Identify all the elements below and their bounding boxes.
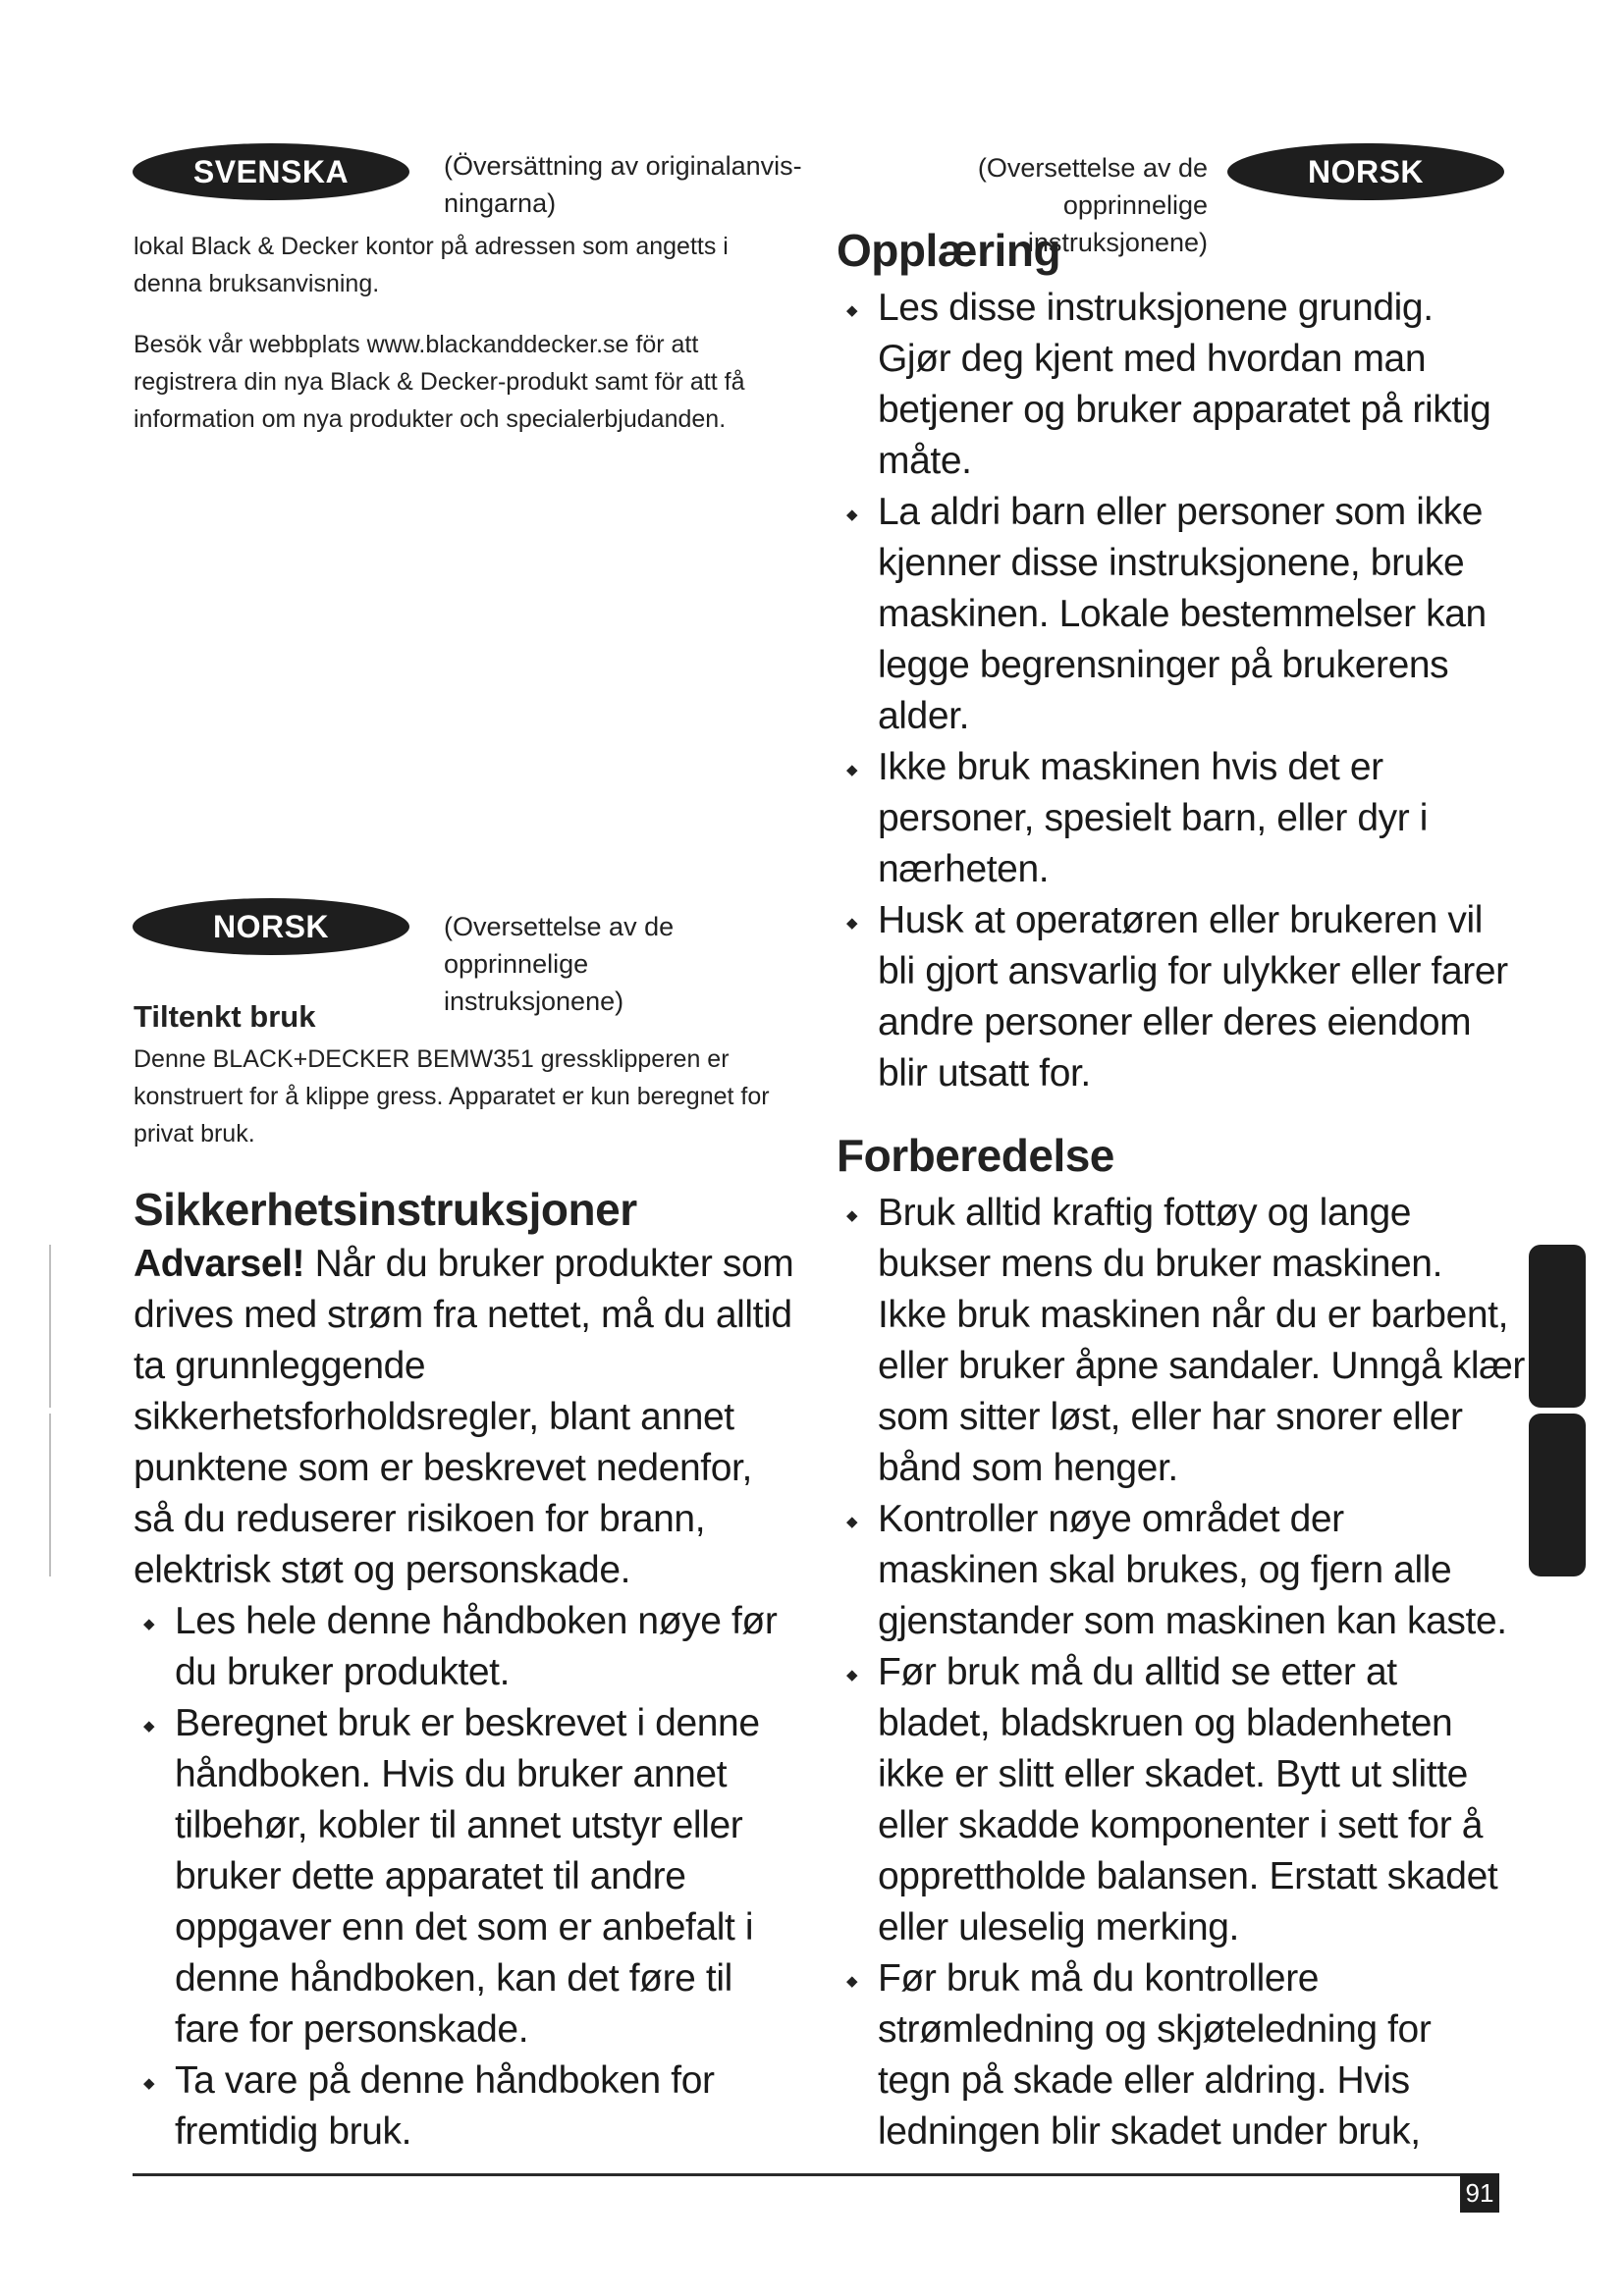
list-item: ◆ Ikke bruk maskinen hvis det er personer, spesielt barn, eller dyr i nærheten. — [837, 742, 1514, 895]
side-tab-lower — [1529, 1414, 1586, 1576]
training-heading: Opplæring — [837, 225, 1061, 276]
footer-rule — [133, 2173, 1497, 2176]
list-item: ◆ Kontroller nøye området der maskinen skal brukes, og fjern alle gjenstander som maskinen kan kaste. — [837, 1494, 1514, 1647]
list-item: ◆ Bruk alltid kraftig fottøy og lange bukser mens du bruker maskinen. — [837, 1188, 1514, 1290]
side-tab-upper — [1529, 1245, 1586, 1408]
intended-use-heading: Tiltenkt bruk — [134, 999, 316, 1034]
safety-heading: Sikkerhetsinstruksjoner — [134, 1184, 637, 1235]
safety-bullet-list — [134, 1596, 801, 2158]
list-item: ◆ La aldri barn eller personer som ikke kjenner disse instruksjonene, bruke maskinen. Lokale bestemmelser kan legge begrensninger på brukerens alder. — [837, 487, 1514, 742]
language-badge-svenska: SVENSKA — [133, 143, 409, 200]
page-number: 91 — [1460, 2173, 1499, 2213]
margin-line-lower — [49, 1414, 51, 1576]
warning-text: Når du bruker produkter som drives med strøm fra nettet, må du alltid ta grunnleggende sikkerhetsforholdsregler, blant annet punktene som er beskrevet nedenfor, så du reduserer risikoen for brann, elektrisk støt og personskade. — [134, 1243, 794, 1591]
list-item: ◆ Husk at operatøren eller brukeren vil bli gjort ansvarlig for ulykker eller farer andre personer eller deres eiendom blir utsatt for. — [837, 895, 1514, 1099]
warning-label: Advarsel! — [134, 1243, 305, 1285]
list-item: ◆ Les disse instruksjonene grundig. Gjør deg kjent med hvordan man betjener og bruker apparatet på riktig måte. — [837, 283, 1514, 487]
preparation-heading: Forberedelse — [837, 1130, 1114, 1181]
list-item: ◆ Beregnet bruk er beskrevet i denne håndboken. Hvis du bruker annet tilbehør, kobler til annet utstyr eller bruker dette apparatet til andre oppgaver enn det som er anbefalt i denne håndboken, kan det føre til fare for personskade. — [134, 1698, 801, 2056]
preparation-continuation: Ikke bruk maskinen når du er barbent, eller bruker åpne sandaler. Unngå klær som sitter løst, eller har snorer eller bånd som henger. — [878, 1294, 1526, 1489]
language-badge-norsk: NORSK — [133, 898, 409, 955]
language-badge-norsk-header: NORSK — [1227, 143, 1504, 200]
intended-use-text: Denne BLACK+DECKER BEMW351 gressklipperen er konstruert for å klippe gress. Apparatet er kun beregnet for privat bruk. — [134, 1045, 770, 1148]
translation-note-sv: (Översättning av originalanvis- ningarna) — [444, 151, 802, 218]
sv-paragraph-website: Besök vår webbplats www.blackanddecker.se för att registrera din nya Black & Decker-produkt samt för att få information om nya produkter och specialerbjudanden. — [134, 331, 745, 433]
preparation-bullet-first — [837, 1188, 1514, 1290]
sv-paragraph-contact: lokal Black & Decker kontor på adressen som angetts i denna bruksanvisning. — [134, 233, 729, 297]
list-item: ◆ Les hele denne håndboken nøye før du bruker produktet. — [134, 1596, 801, 1698]
translation-note-no: (Oversettelse av de opprinnelige instruksjonene) — [444, 912, 675, 1016]
margin-line-upper — [49, 1245, 51, 1408]
list-item: ◆ Før bruk må du alltid se etter at bladet, bladskruen og bladenheten ikke er slitt eller skadet. Bytt ut slitte eller skadde komponenter i sett for å opprettholde balansen. Erstatt skadet eller uleselig merking. — [837, 1647, 1514, 1953]
translation-note-no-header: (Oversettelse av de opprinnelige instruksjonene) — [977, 153, 1208, 257]
training-bullet-list — [837, 283, 1514, 1099]
list-item: ◆ Før bruk må du kontrollere strømledning og skjøteledning for tegn på skade eller aldring. Hvis ledningen blir skadet under bruk, — [837, 1953, 1514, 2158]
warning-paragraph — [134, 1239, 801, 1596]
preparation-bullet-list — [837, 1494, 1514, 2158]
list-item: ◆ Ta vare på denne håndboken for fremtidig bruk. — [134, 2056, 801, 2158]
